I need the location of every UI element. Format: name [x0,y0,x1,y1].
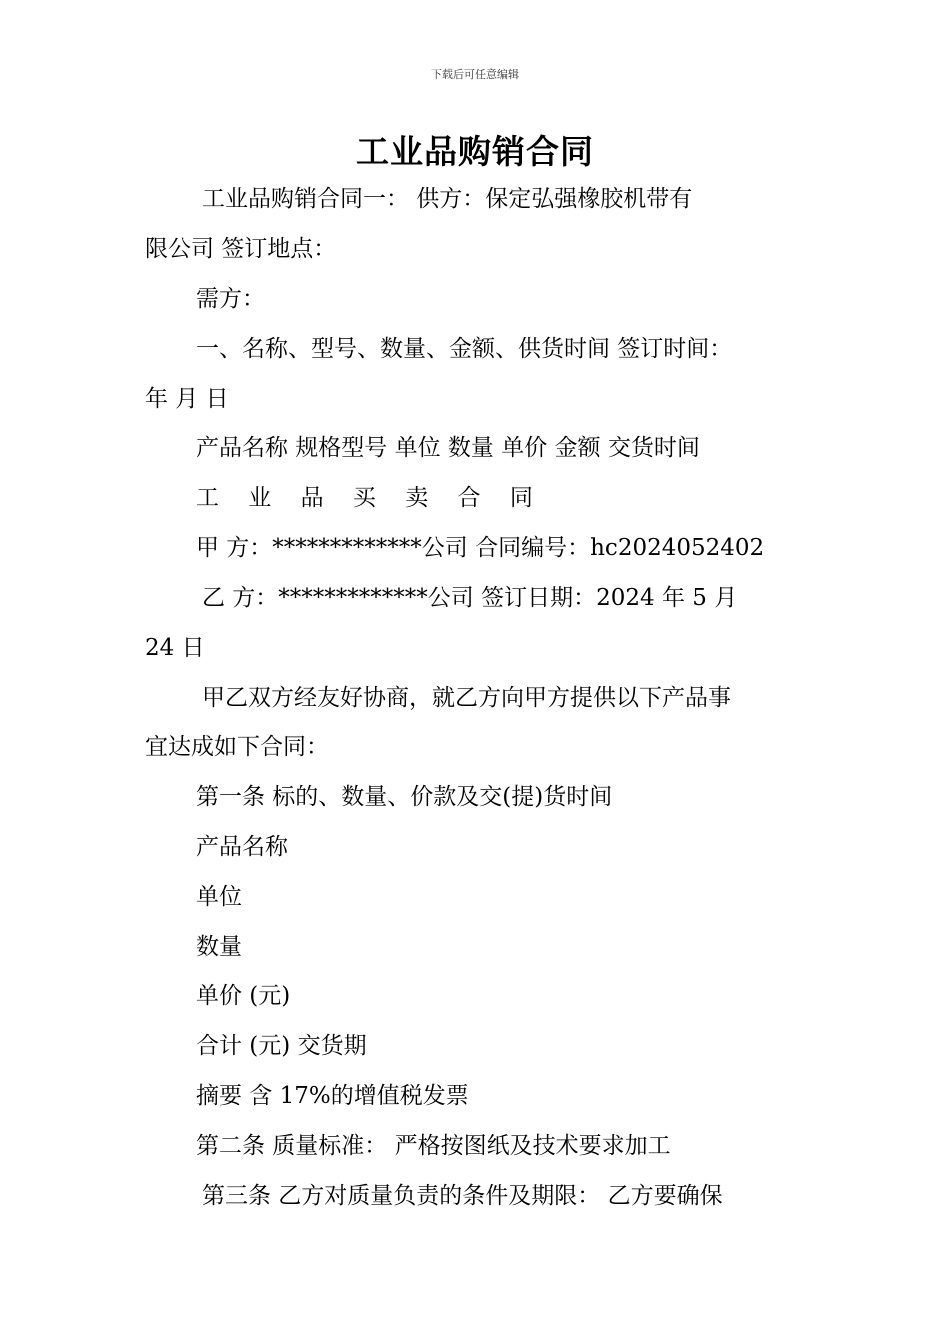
paragraph-line: 需方： [196,286,265,312]
paragraph-line: 第一条 标的、数量、价款及交(提)货时间 [196,784,613,810]
paragraph-line: 工业品购销合同一： 供方：保定弘强橡胶机带有 [202,186,693,212]
header-note: 下载后可任意编辑 [431,68,519,81]
paragraph-line: 宜达成如下合同： [145,734,329,760]
paragraph-line: 单价 (元) [196,983,291,1009]
paragraph-line: 年 月 日 [145,386,229,412]
paragraph-line: 24 日 [145,635,205,661]
paragraph-line: 单位 [196,884,242,910]
paragraph-line: 限公司 签订地点： [145,236,337,262]
paragraph-line: 第二条 质量标准： 严格按图纸及技术要求加工 [196,1133,671,1159]
paragraph-line: 甲 方：*************公司 合同编号：hc2024052402 [196,535,765,561]
paragraph-line: 工 业 品 买 卖 合 同 [196,485,544,511]
paragraph-line: 第三条 乙方对质量负责的条件及期限： 乙方要确保 [202,1183,723,1209]
paragraph-line: 产品名称 规格型号 单位 数量 单价 金额 交货时间 [196,435,700,461]
paragraph-line: 摘要 含 17%的增值税发票 [196,1083,469,1109]
paragraph-line: 一、名称、型号、数量、金额、供货时间 签订时间： [196,336,733,362]
document-title: 工业品购销合同 [356,132,594,171]
paragraph-line: 数量 [196,934,242,960]
paragraph-line: 甲乙双方经友好协商，就乙方向甲方提供以下产品事 [202,685,731,711]
paragraph-line: 产品名称 [196,834,288,860]
paragraph-line: 合计 (元) 交货期 [196,1033,367,1059]
paragraph-line: 乙 方：*************公司 签订日期：2024 年 5 月 [202,585,738,611]
